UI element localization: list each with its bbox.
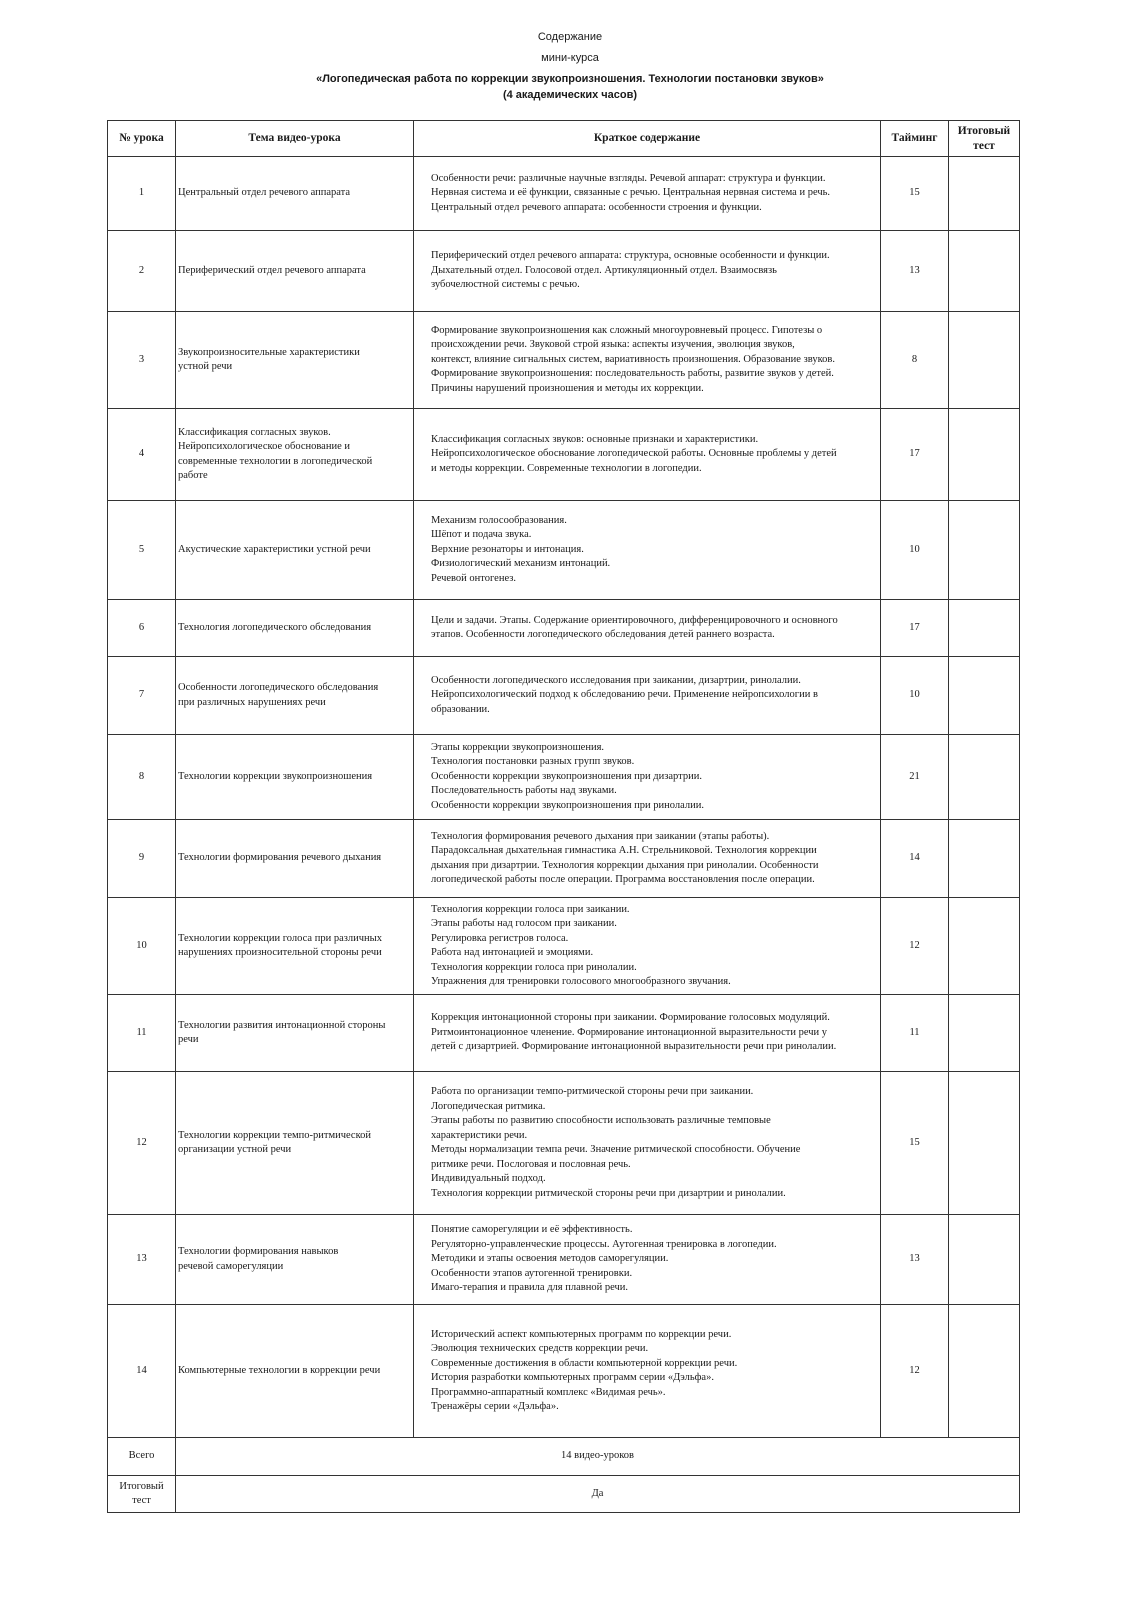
lesson-row [108,820,1020,898]
header-topic: Тема видео-урока [176,121,414,157]
lesson-row [108,1072,1020,1215]
lesson-final-test [949,820,1020,898]
lesson-summary [414,1215,881,1305]
lesson-summary [414,600,881,657]
topic-line: Компьютерные технологии в коррекции речи [178,1364,381,1376]
lesson-timing: 12 [881,1305,949,1438]
summary-line: Центральный отдел речевого аппарата: особенности строения и функции. [431,201,762,213]
summary-line: Механизм голосообразования. [431,514,567,526]
summary-line: логопедической работы после операции. Программа восстановления после операции. [431,874,815,885]
course-hours: (4 академических часов) [502,89,638,101]
final-test-label-line: Итоговый [119,1480,164,1492]
summary-line: Технология постановки разных групп звуков. [431,756,635,768]
summary-line: Нейропсихологическое обоснование логопедической работы. Основные проблемы у детей [431,448,837,460]
summary-line: Классификация согласных звуков: основные признаки и характеристики. [431,433,759,445]
header-lesson-number: № урока [108,121,176,157]
lesson-row [108,312,1020,409]
doc-title-line2: мини-курса [541,52,599,64]
summary-line: Периферический отдел речевого аппарата: структура, основные особенности и функции. [431,250,830,262]
lesson-summary [414,157,881,231]
lesson-topic [176,409,414,501]
lesson-number: 1 [108,157,176,231]
lesson-timing: 10 [881,501,949,600]
topic-line: Нейропсихологическое обоснование и [178,441,350,452]
summary-line: зубочелюстной системы с речью. [431,279,580,291]
topic-line: Центральный отдел речевого аппарата [178,187,351,199]
summary-line: Методики и этапы освоения методов саморегуляции. [431,1253,669,1265]
lesson-final-test [949,1215,1020,1305]
lesson-row [108,898,1020,995]
topic-line: Акустические характеристики устной речи [178,543,371,555]
lesson-final-test [949,657,1020,735]
summary-line: Физиологический механизм интонаций. [431,558,611,570]
lesson-timing: 15 [881,157,949,231]
lesson-number: 13 [108,1215,176,1305]
lesson-number: 5 [108,501,176,600]
lesson-final-test [949,501,1020,600]
summary-line: Этапы работы над голосом при заикании. [431,918,617,929]
topic-line: Технологии развития интонационной стороны [178,1019,386,1031]
summary-line: Регулировка регистров голоса. [431,932,569,944]
summary-line: История разработки компьютерных программ серии «Дэльфа». [431,1372,714,1383]
lesson-timing: 12 [881,898,949,995]
lesson-topic [176,1215,414,1305]
summary-line: Индивидуальный подход. [431,1173,546,1184]
topic-line: Технологии формирования навыков [178,1246,339,1257]
topic-line: работе [178,470,208,481]
header-summary: Краткое содержание [414,121,881,157]
lesson-final-test [949,735,1020,820]
lesson-timing: 14 [881,820,949,898]
lesson-final-test [949,409,1020,501]
summary-line: и методы коррекции. Современные технологии в логопедии. [431,462,702,474]
lesson-row [108,1305,1020,1438]
lesson-summary [414,657,881,735]
summary-line: Особенности коррекции звукопроизношения при ринолалии. [431,799,704,811]
topic-line: нарушениях произносительной стороны речи [178,947,382,958]
lesson-final-test [949,995,1020,1072]
topic-line: Технологии коррекции голоса при различных [178,932,382,944]
course-contents-table [107,120,1020,1513]
summary-line: Имаго-терапия и правила для плавной речи. [431,1282,628,1294]
lesson-number: 6 [108,600,176,657]
lesson-final-test [949,600,1020,657]
summary-line: Современные достижения в области компьютерной коррекции речи. [431,1357,738,1369]
topic-line: Звукопроизносительные характеристики [178,346,360,358]
lesson-number: 2 [108,231,176,312]
lesson-summary [414,735,881,820]
lesson-final-test [949,898,1020,995]
summary-line: Дыхательный отдел. Голосовой отдел. Артикуляционный отдел. Взаимосвязь [431,264,777,276]
lesson-timing: 13 [881,231,949,312]
lesson-timing: 17 [881,600,949,657]
lesson-topic [176,735,414,820]
total-row [108,1438,1020,1476]
lesson-topic [176,157,414,231]
summary-line: Логопедическая ритмика. [431,1100,546,1112]
summary-line: Работа по организации темпо-ритмической стороны речи при заикании. [431,1086,754,1097]
final-test-label [108,1476,176,1513]
course-title: «Логопедическая работа по коррекции звукопроизношения. Технологии постановки звуков» [316,73,824,85]
topic-line: Технологии коррекции звукопроизношения [178,770,373,782]
summary-line: Технология формирования речевого дыхания при заикании (этапы работы). [431,830,770,842]
topic-line: современные технологии в логопедической [178,455,373,467]
summary-line: Особенности этапов аутогенной тренировки. [431,1267,633,1279]
topic-line: при различных нарушениях речи [178,696,326,708]
summary-line: Упражнения для тренировки голосового многообразного звучания. [431,976,731,987]
table-header-row [108,121,1020,157]
lesson-summary [414,1072,881,1215]
lesson-final-test [949,1072,1020,1215]
summary-line: Верхние резонаторы и интонация. [431,543,584,555]
summary-line: контекст, влияние сигнальных систем, вариативность произношения. Образование звуков. [431,353,835,365]
topic-line: речевой саморегуляции [178,1260,284,1272]
lesson-final-test [949,157,1020,231]
summary-line: Шёпот и подача звука. [431,529,532,541]
summary-line: ритмике речи. Послоговая и пословная речь. [431,1158,631,1170]
summary-line: Этапы работы по развитию способности использовать различные темповые [431,1115,771,1126]
lesson-number: 4 [108,409,176,501]
lesson-timing: 10 [881,657,949,735]
lesson-summary [414,820,881,898]
summary-line: Регуляторно-управленческие процессы. Аутогенная тренировка в логопедии. [431,1238,777,1250]
lesson-number: 8 [108,735,176,820]
summary-line: Парадоксальная дыхательная гимнастика А.Н. Стрельниковой. Технология коррекции [431,845,817,856]
topic-line: Технологии формирования речевого дыхания [178,852,382,864]
topic-line: Периферический отдел речевого аппарата [178,264,366,276]
lesson-row [108,657,1020,735]
lesson-summary [414,409,881,501]
summary-line: Формирование звукопроизношения как сложный многоуровневый процесс. Гипотезы о [431,324,823,336]
topic-line: Особенности логопедического обследования [178,682,379,693]
final-test-value: Да [176,1476,1020,1513]
summary-line: Программно-аппаратный комплекс «Видимая речь». [431,1386,666,1398]
lesson-row [108,995,1020,1072]
summary-line: образовании. [431,703,490,715]
summary-line: Нейропсихологический подход к обследованию речи. Применение нейропсихологии в [431,689,818,701]
summary-line: Этапы коррекции звукопроизношения. [431,741,605,753]
final-test-row [108,1476,1020,1513]
lesson-topic [176,312,414,409]
summary-line: Работа над интонацией и эмоциями. [431,947,594,958]
summary-line: Формирование звукопроизношения: последовательность работы, развитие звуков у детей. [431,368,834,380]
topic-line: организации устной речи [178,1144,292,1155]
lesson-number: 7 [108,657,176,735]
summary-line: Особенности коррекции звукопроизношения при дизартрии. [431,770,702,782]
summary-line: Цели и задачи. Этапы. Содержание ориентировочного, дифференцировочного и основного [431,614,838,626]
lesson-row [108,157,1020,231]
summary-line: дыхания при дизартрии. Технология коррекции дыхания при ринолалии. Особенности [431,859,819,871]
lesson-topic [176,898,414,995]
lesson-topic [176,501,414,600]
summary-line: Ритмоинтонационное членение. Формирование интонационной выразительности речи у [431,1026,828,1038]
lesson-number: 14 [108,1305,176,1438]
summary-line: Тренажёры серии «Дэльфа». [431,1401,559,1412]
summary-line: Нервная система и её функции, связанные с речью. Центральная нервная система и речь. [431,187,831,199]
summary-line: детей с дизартрией. Формирование интонационной выразительности речи при ринолалии. [431,1041,837,1053]
lesson-topic [176,600,414,657]
summary-line: Речевой онтогенез. [431,572,516,584]
topic-line: речи [178,1034,199,1045]
lesson-number: 9 [108,820,176,898]
lesson-row [108,231,1020,312]
topic-line: устной речи [178,361,233,372]
lesson-number: 11 [108,995,176,1072]
summary-line: Эволюция технических средств коррекции речи. [431,1343,649,1354]
lesson-timing: 13 [881,1215,949,1305]
lesson-timing: 11 [881,995,949,1072]
lesson-timing: 15 [881,1072,949,1215]
lesson-number: 12 [108,1072,176,1215]
summary-line: этапов. Особенности логопедического обследования детей раннего возраста. [431,629,775,640]
lesson-summary [414,501,881,600]
summary-line: характеристики речи. [431,1129,528,1141]
summary-line: происхождении речи. Звуковой строй языка: аспекты изучения, эволюция звуков, [431,339,795,351]
summary-line: Исторический аспект компьютерных программ по коррекции речи. [431,1328,732,1340]
header-timing: Тайминг [881,121,949,157]
topic-line: Классификация согласных звуков. [178,426,331,438]
lesson-row [108,600,1020,657]
total-label: Всего [108,1438,176,1476]
lesson-summary [414,1305,881,1438]
summary-line: Понятие саморегуляции и её эффективность. [431,1224,633,1236]
doc-title-line1: Содержание [537,31,603,43]
summary-line: Коррекция интонационной стороны при заикании. Формирование голосовых модуляций. [431,1012,830,1024]
lesson-summary [414,312,881,409]
lesson-topic [176,657,414,735]
lesson-topic [176,1072,414,1215]
final-test-label-line: тест [132,1495,151,1506]
lesson-row [108,735,1020,820]
lesson-topic [176,995,414,1072]
total-value: 14 видео-уроков [176,1438,1020,1476]
summary-line: Последовательность работы над звуками. [431,785,617,797]
lesson-number: 3 [108,312,176,409]
summary-line: Технология коррекции голоса при ринолалии. [431,961,637,973]
lesson-final-test [949,312,1020,409]
lesson-final-test [949,231,1020,312]
lesson-timing: 17 [881,409,949,501]
lesson-topic [176,820,414,898]
lesson-timing: 21 [881,735,949,820]
lesson-timing: 8 [881,312,949,409]
lesson-summary [414,231,881,312]
lesson-row [108,501,1020,600]
lesson-number: 10 [108,898,176,995]
summary-line: Особенности логопедического исследования при заикании, дизартрии, ринолалии. [431,674,801,686]
lesson-topic [176,1305,414,1438]
lesson-summary [414,898,881,995]
lesson-topic [176,231,414,312]
summary-line: Технология коррекции ритмической стороны речи при дизартрии и ринолалии. [431,1187,786,1199]
topic-line: Технология логопедического обследования [178,621,372,633]
lesson-summary [414,995,881,1072]
lesson-row [108,409,1020,501]
header-final-test: Итоговый тест [949,121,1020,157]
summary-line: Технология коррекции голоса при заикании. [431,903,630,915]
summary-line: Причины нарушений произношения и методы их коррекции. [431,382,704,394]
lesson-final-test [949,1305,1020,1438]
lesson-row [108,1215,1020,1305]
summary-line: Методы нормализации темпа речи. Значение ритмической способности. Обучение [431,1144,801,1155]
topic-line: Технологии коррекции темпо-ритмической [178,1129,372,1141]
summary-line: Особенности речи: различные научные взгляды. Речевой аппарат: структура и функции. [431,172,826,184]
